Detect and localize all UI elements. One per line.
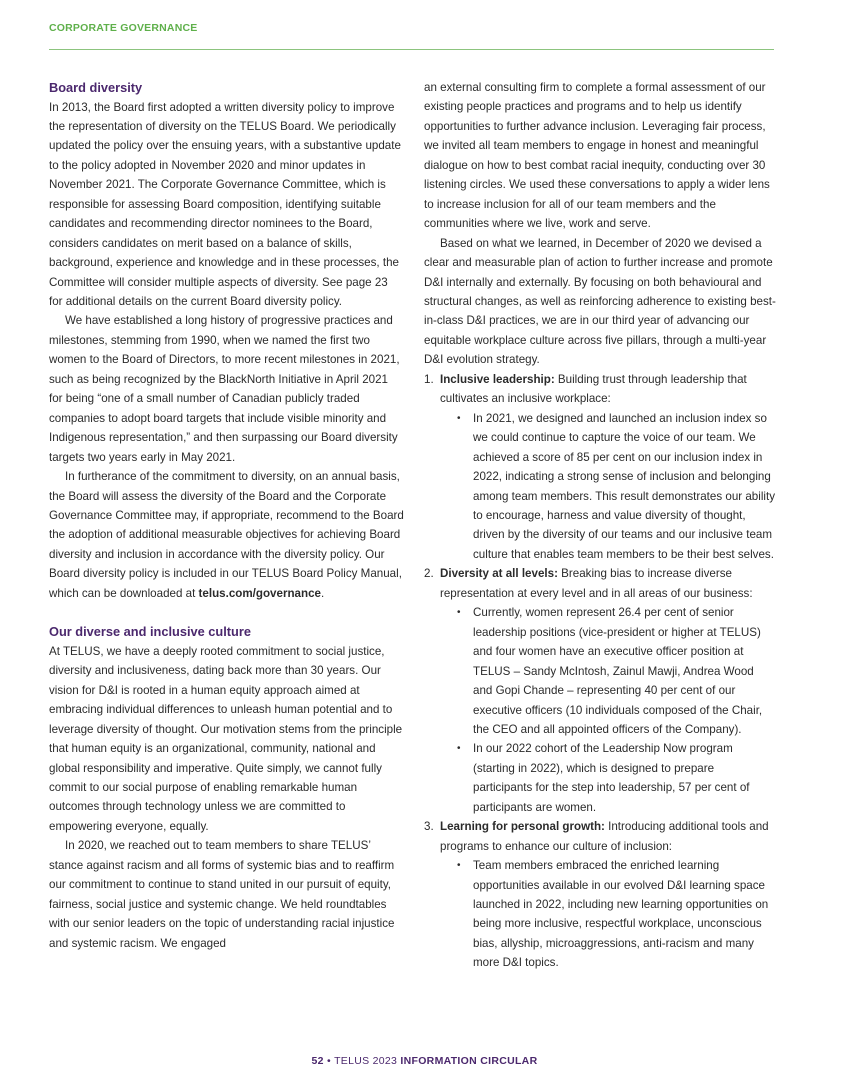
paragraph: At TELUS, we have a deeply rooted commitment to social justice, diversity and inclusiveness, dating back more than 30 years. Our vision for D&I is rooted in a human equity approach aimed at embracing individual differences to unleash human potential and to leverage diversity of thought. Our motivation stems from the principle that human equity is an organizational, community, national and global responsibility and imperative. Quite simply, we cannot fully commit to our social purpose of enabling remarkable human outcomes through technology unless we are committed to empowering everyone, equally. <box>49 644 403 833</box>
pillar-bullets <box>440 603 776 817</box>
paragraph: In 2020, we reached out to team members to share TELUS’ stance against racism and all forms of systemic bias and to reaffirm our commitment to continue to stand united in our pursuit of equity, fairness, social justice and systemic change. We held roundtables with our senior leaders on the topic of understanding racial injustice and systemic racism. We engaged <box>49 839 395 950</box>
pillar-title: Diversity at all levels: <box>440 567 558 581</box>
pillar-bullets <box>440 409 776 565</box>
footer-company: TELUS 2023 <box>334 1055 401 1067</box>
spacer <box>49 603 404 622</box>
paragraph-text: In furtherance of the commitment to diversity, on an annual basis, the Board will assess the diversity of the Board and the Corporate Governance Committee may, if appropriate, recommend to the Board the adoption of additional measurable objectives for achieving Board diversity and inclusion in accordance with the diversity policy. Our Board diversity policy is included in our TELUS Board Policy Manual, which can be downloaded at <box>49 470 404 600</box>
period: . <box>320 586 325 600</box>
bullet-text: Currently, women represent 26.4 per cent of senior leadership positions (vice-president or higher at TELUS) and four women have an executive officer position at TELUS – Sandy McIntosh, Zainul Mawji, Andrea Wood and Gopi Chande – representing 40 per cent of our executive officers (10 individuals composed of the Chair, the CEO and all appointed officers of the Company). <box>473 606 763 736</box>
pillar-number: 3. <box>424 820 434 834</box>
right-column <box>424 78 776 973</box>
pillar-item <box>424 817 776 973</box>
pillar-title: Learning for personal growth: <box>440 820 605 834</box>
page-number: 52 <box>311 1055 324 1067</box>
paragraph: In 2013, the Board first adopted a written diversity policy to improve the representation of diversity on the TELUS Board. We periodically updated the policy over the ensuing years, with a substantive update to the policy adopted in November 2020 and minor updates in November 2021. The Corporate Governance Committee, which is responsible for assessing Board composition, identifying suitable candidates and recommending director nominees to the Board, considers candidates on merit based on a balance of skills, background, experience and knowledge and in these processes, the Committee will consider multiple aspects of diversity. See page 23 for additional details on the current Board diversity policy. <box>49 100 401 309</box>
pillar-text: Breaking bias to increase diverse representation at every level and in all areas of our business: <box>440 567 753 600</box>
bullet-text: In 2021, we designed and launched an inclusion index so we could continue to capture the voice of our team. We achieved a score of 85 per cent on our inclusion index in 2022, indicating a strong sense of inclusion and belonging among team members. This result demonstrates our ability to encourage, harness and value diversity of thought, driven by the diversity of our teams and our inclusive team culture that enables team members to be their best selves. <box>473 411 775 561</box>
paragraph <box>49 467 404 603</box>
pillar-text: Introducing additional tools and programs to enhance our culture of inclusion: <box>440 820 769 853</box>
bullet-text: Team members embraced the enriched learning opportunities available in our evolved D&I learning space launched in 2022, including new learning opportunities on being more inclusive, respectful workplace, unconscious bias, allyship, microaggressions, anti-racism and many more D&I topics. <box>473 859 769 970</box>
pillar-item <box>424 370 776 565</box>
bullet-item <box>456 603 776 739</box>
pillars-list <box>424 370 776 973</box>
left-column <box>49 78 404 953</box>
bullet-icon: • <box>457 412 461 424</box>
section-header: CORPORATE GOVERNANCE <box>49 22 198 34</box>
pillar-title: Inclusive leadership: <box>440 372 555 386</box>
footer-document-title: INFORMATION CIRCULAR <box>400 1055 538 1067</box>
pillar-number: 1. <box>424 372 434 386</box>
bullet-item <box>456 856 776 973</box>
bullet-text: In our 2022 cohort of the Leadership Now program (starting in 2022), which is designed to prepare participants for the step into leadership, 57 per cent of participants are women. <box>473 742 750 814</box>
page-footer <box>0 1055 849 1067</box>
paragraph: We have established a long history of progressive practices and milestones, stemming from 1990, when we named the first two women to the Board of Directors, to more recent milestones in 2021, such as being recognized by the BlackNorth Initiative in April 2021 for being “one of a small number of Canadian publicly traded companies to adopt board targets that include visible minority and Indigenous representation,” and then surpassing our Board diversity targets two years early in May 2021. <box>49 314 400 464</box>
pillar-text: Building trust through leadership that cultivates an inclusive workplace: <box>440 372 747 406</box>
pillar-number: 2. <box>424 567 434 581</box>
paragraph: an external consulting firm to complete a formal assessment of our existing people practices and programs and to help us identify opportunities to further advance inclusion. Leveraging fair process, we invited all team members to engage in honest and meaningful dialogue on how to best combat racial inequity, conducting over 30 listening circles. We used these conversations to apply a wider lens to increase inclusion for all of our team members and the communities where we live, work and serve. <box>424 81 770 231</box>
footer-separator: • <box>323 1055 335 1067</box>
bullet-icon: • <box>457 607 461 619</box>
paragraph: Based on what we learned, in December of 2020 we devised a clear and measurable plan of action to further increase and promote D&I internally and externally. By focusing on both behavioural and structural changes, as well as reinforcing adherence to existing best-in-class D&I practices, we are in our third year of advancing our equitable workplace culture across five pillars, through a multi-year D&I evolution strategy. <box>424 236 776 367</box>
bullet-item <box>456 739 776 817</box>
heading-diverse-inclusive-culture: Our diverse and inclusive culture <box>49 624 251 640</box>
heading-board-diversity: Board diversity <box>49 80 143 95</box>
header-divider <box>49 49 774 50</box>
bullet-item <box>456 409 776 565</box>
pillar-bullets <box>440 856 776 973</box>
governance-link[interactable]: telus.com/governance <box>198 586 321 600</box>
bullet-icon: • <box>457 860 461 872</box>
pillar-item <box>424 564 776 817</box>
bullet-icon: • <box>457 743 461 755</box>
